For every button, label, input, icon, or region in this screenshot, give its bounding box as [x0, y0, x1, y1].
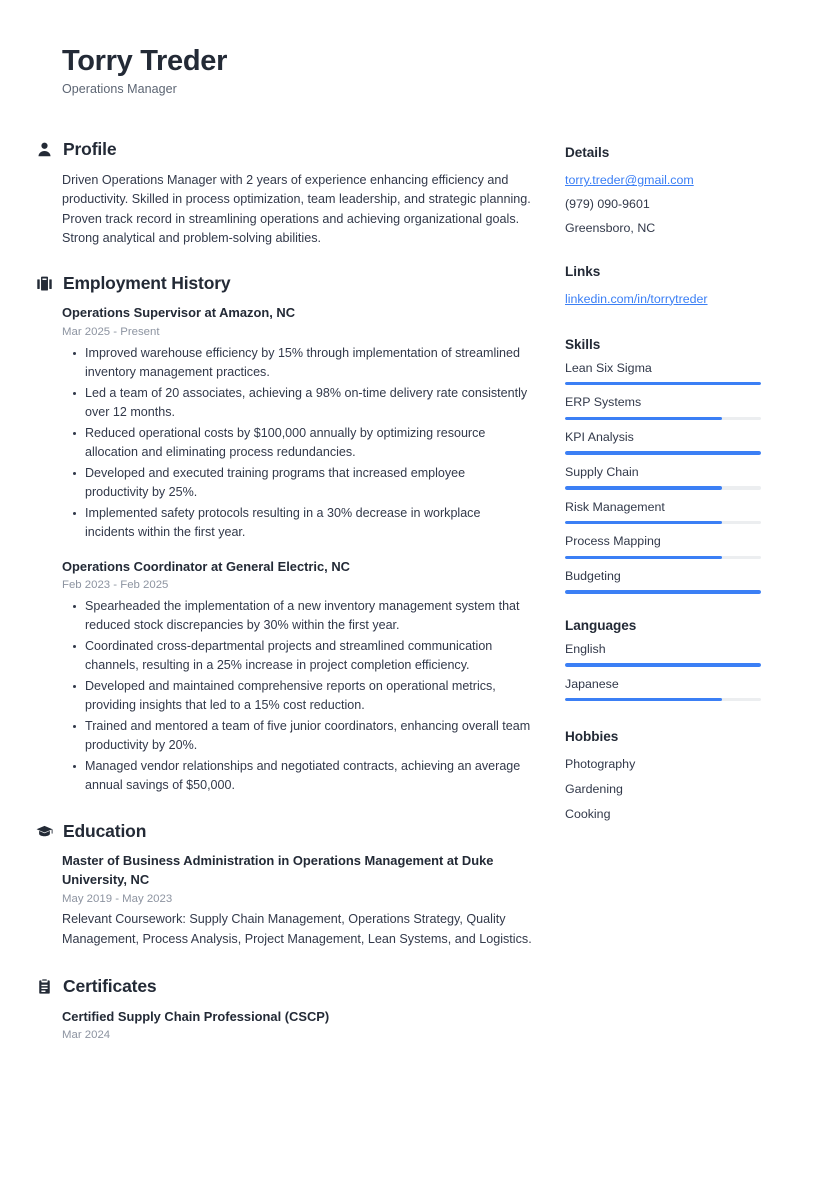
employment-entry-date: Mar 2025 - Present — [62, 326, 160, 339]
skill-level-fill — [565, 556, 722, 559]
skill-level-fill — [565, 521, 722, 524]
education-entry-description: Relevant Coursework: Supply Chain Management, Operations Strategy, Quality Management, Process Analysis, Project Management, Lean Systems, and Logistics. — [62, 912, 532, 946]
main-column — [62, 140, 532, 1064]
skill-label: Risk Management — [565, 499, 665, 514]
profile-text: Driven Operations Manager with 2 years of experience enhancing efficiency and productivity. Skilled in process optimization, team leadership, and strategic planning. Proven track record in streamlining operations and achieving organizational goals. Strong analytical and problem-solving abilities. — [62, 172, 531, 246]
skill-label: Supply Chain — [565, 464, 639, 479]
list-item: Managed vendor relationships and negotiated contracts, achieving an average annual savings of $50,000. — [85, 757, 532, 796]
list-item: Improved warehouse efficiency by 15% through implementation of streamlined inventory management practices. — [85, 344, 532, 383]
skill-item — [565, 499, 765, 525]
skill-item — [565, 568, 765, 594]
employment-entry — [62, 558, 532, 796]
language-item — [565, 641, 765, 667]
certificate-entry-title: Certified Supply Chain Professional (CSCP) — [62, 1008, 330, 1024]
employment-entry-bullets — [62, 597, 532, 796]
education-entry — [62, 852, 532, 949]
language-label: English — [565, 641, 606, 656]
section-header-employment — [35, 274, 532, 293]
list-item: Led a team of 20 associates, achieving a 98% on-time delivery rate consistently over 12 months. — [85, 384, 532, 423]
employment-entry — [62, 304, 532, 542]
list-item: Developed and executed training programs that increased employee productivity by 25%. — [85, 464, 532, 503]
sidebar-skills — [565, 337, 765, 594]
skill-label: Lean Six Sigma — [565, 360, 652, 375]
language-label: Japanese — [565, 676, 619, 691]
skill-level-fill — [565, 451, 761, 454]
skill-level-bar — [565, 486, 761, 489]
skill-level-bar — [565, 521, 761, 524]
resume-header — [62, 46, 775, 96]
candidate-name: Torry Treder — [62, 45, 228, 77]
section-education — [62, 822, 532, 949]
skill-level-fill — [565, 417, 722, 420]
section-employment — [62, 274, 532, 796]
language-level-fill — [565, 663, 761, 666]
section-title-employment: Employment History — [63, 273, 231, 294]
section-header-education — [35, 822, 532, 841]
language-item — [565, 676, 765, 702]
sidebar-links — [565, 264, 765, 311]
employment-entry-title: Operations Supervisor at Amazon, NC — [62, 305, 296, 321]
list-item: Trained and mentored a team of five junior coordinators, enhancing overall team productivity by 20%. — [85, 717, 532, 756]
linkedin-link[interactable]: linkedin.com/in/torrytreder — [565, 291, 708, 306]
section-title-certificates: Certificates — [63, 976, 157, 997]
skill-level-bar — [565, 451, 761, 454]
skill-item — [565, 464, 765, 490]
skill-item — [565, 394, 765, 420]
section-header-profile — [35, 140, 532, 159]
section-header-certificates — [35, 977, 532, 996]
skill-item — [565, 533, 765, 559]
graduation-cap-icon — [35, 822, 54, 841]
language-level-fill — [565, 698, 722, 701]
list-item: Coordinated cross-departmental projects and streamlined communication channels, resulting in a 25% increase in project completion efficiency. — [85, 637, 532, 676]
education-entry-title: Master of Business Administration in Operations Management at Duke University, NC — [62, 853, 494, 887]
skill-level-fill — [565, 590, 761, 593]
phone-number: (979) 090-9601 — [565, 197, 650, 212]
skill-label: Budgeting — [565, 569, 621, 584]
email-link[interactable]: torry.treder@gmail.com — [565, 173, 694, 188]
skill-label: ERP Systems — [565, 395, 642, 410]
list-item: Spearheaded the implementation of a new inventory management system that reduced stock discrepancies by 30% within the first year. — [85, 597, 532, 636]
briefcase-icon — [35, 274, 54, 293]
skill-item — [565, 429, 765, 455]
sidebar-title-details: Details — [565, 145, 610, 161]
certificate-entry-date: Mar 2024 — [62, 1029, 111, 1042]
hobby-item: Gardening — [565, 782, 623, 797]
person-icon — [35, 140, 54, 159]
employment-entry-date: Feb 2023 - Feb 2025 — [62, 579, 169, 592]
sidebar-title-skills: Skills — [565, 336, 601, 352]
language-level-bar — [565, 663, 761, 666]
skill-label: Process Mapping — [565, 534, 661, 549]
skill-level-bar — [565, 590, 761, 593]
sidebar-column — [565, 140, 765, 850]
language-level-bar — [565, 698, 761, 701]
section-title-education: Education — [63, 820, 147, 841]
list-item: Reduced operational costs by $100,000 annually by optimizing resource allocation and eliminating process redundancies. — [85, 424, 532, 463]
sidebar-details — [565, 145, 765, 240]
sidebar-title-links: Links — [565, 263, 601, 279]
education-entry-date: May 2019 - May 2023 — [62, 892, 173, 905]
section-profile — [62, 140, 532, 249]
employment-entry-bullets — [62, 344, 532, 543]
employment-entry-title: Operations Coordinator at General Electric, NC — [62, 558, 350, 574]
section-certificates — [62, 977, 532, 1043]
skill-level-fill — [565, 486, 722, 489]
skill-item — [565, 360, 765, 386]
skill-level-bar — [565, 556, 761, 559]
list-item: Implemented safety protocols resulting in a 30% decrease in workplace incidents within the first year. — [85, 504, 532, 543]
sidebar-title-hobbies: Hobbies — [565, 729, 619, 745]
skill-level-fill — [565, 382, 761, 385]
section-title-profile: Profile — [63, 139, 117, 160]
sidebar-hobbies — [565, 729, 765, 827]
skill-level-bar — [565, 382, 761, 385]
location: Greensboro, NC — [565, 221, 656, 236]
list-item: Developed and maintained comprehensive reports on operational metrics, providing insights that led to a 15% cost reduction. — [85, 677, 532, 716]
certificate-entry — [62, 1008, 532, 1044]
candidate-job-title: Operations Manager — [62, 82, 177, 97]
sidebar-title-languages: Languages — [565, 617, 637, 633]
skill-level-bar — [565, 417, 761, 420]
sidebar-languages — [565, 618, 765, 702]
skill-label: KPI Analysis — [565, 430, 634, 445]
hobby-item: Photography — [565, 757, 636, 772]
hobby-item: Cooking — [565, 807, 611, 822]
resume-body — [62, 140, 775, 1064]
clipboard-icon — [35, 977, 54, 996]
